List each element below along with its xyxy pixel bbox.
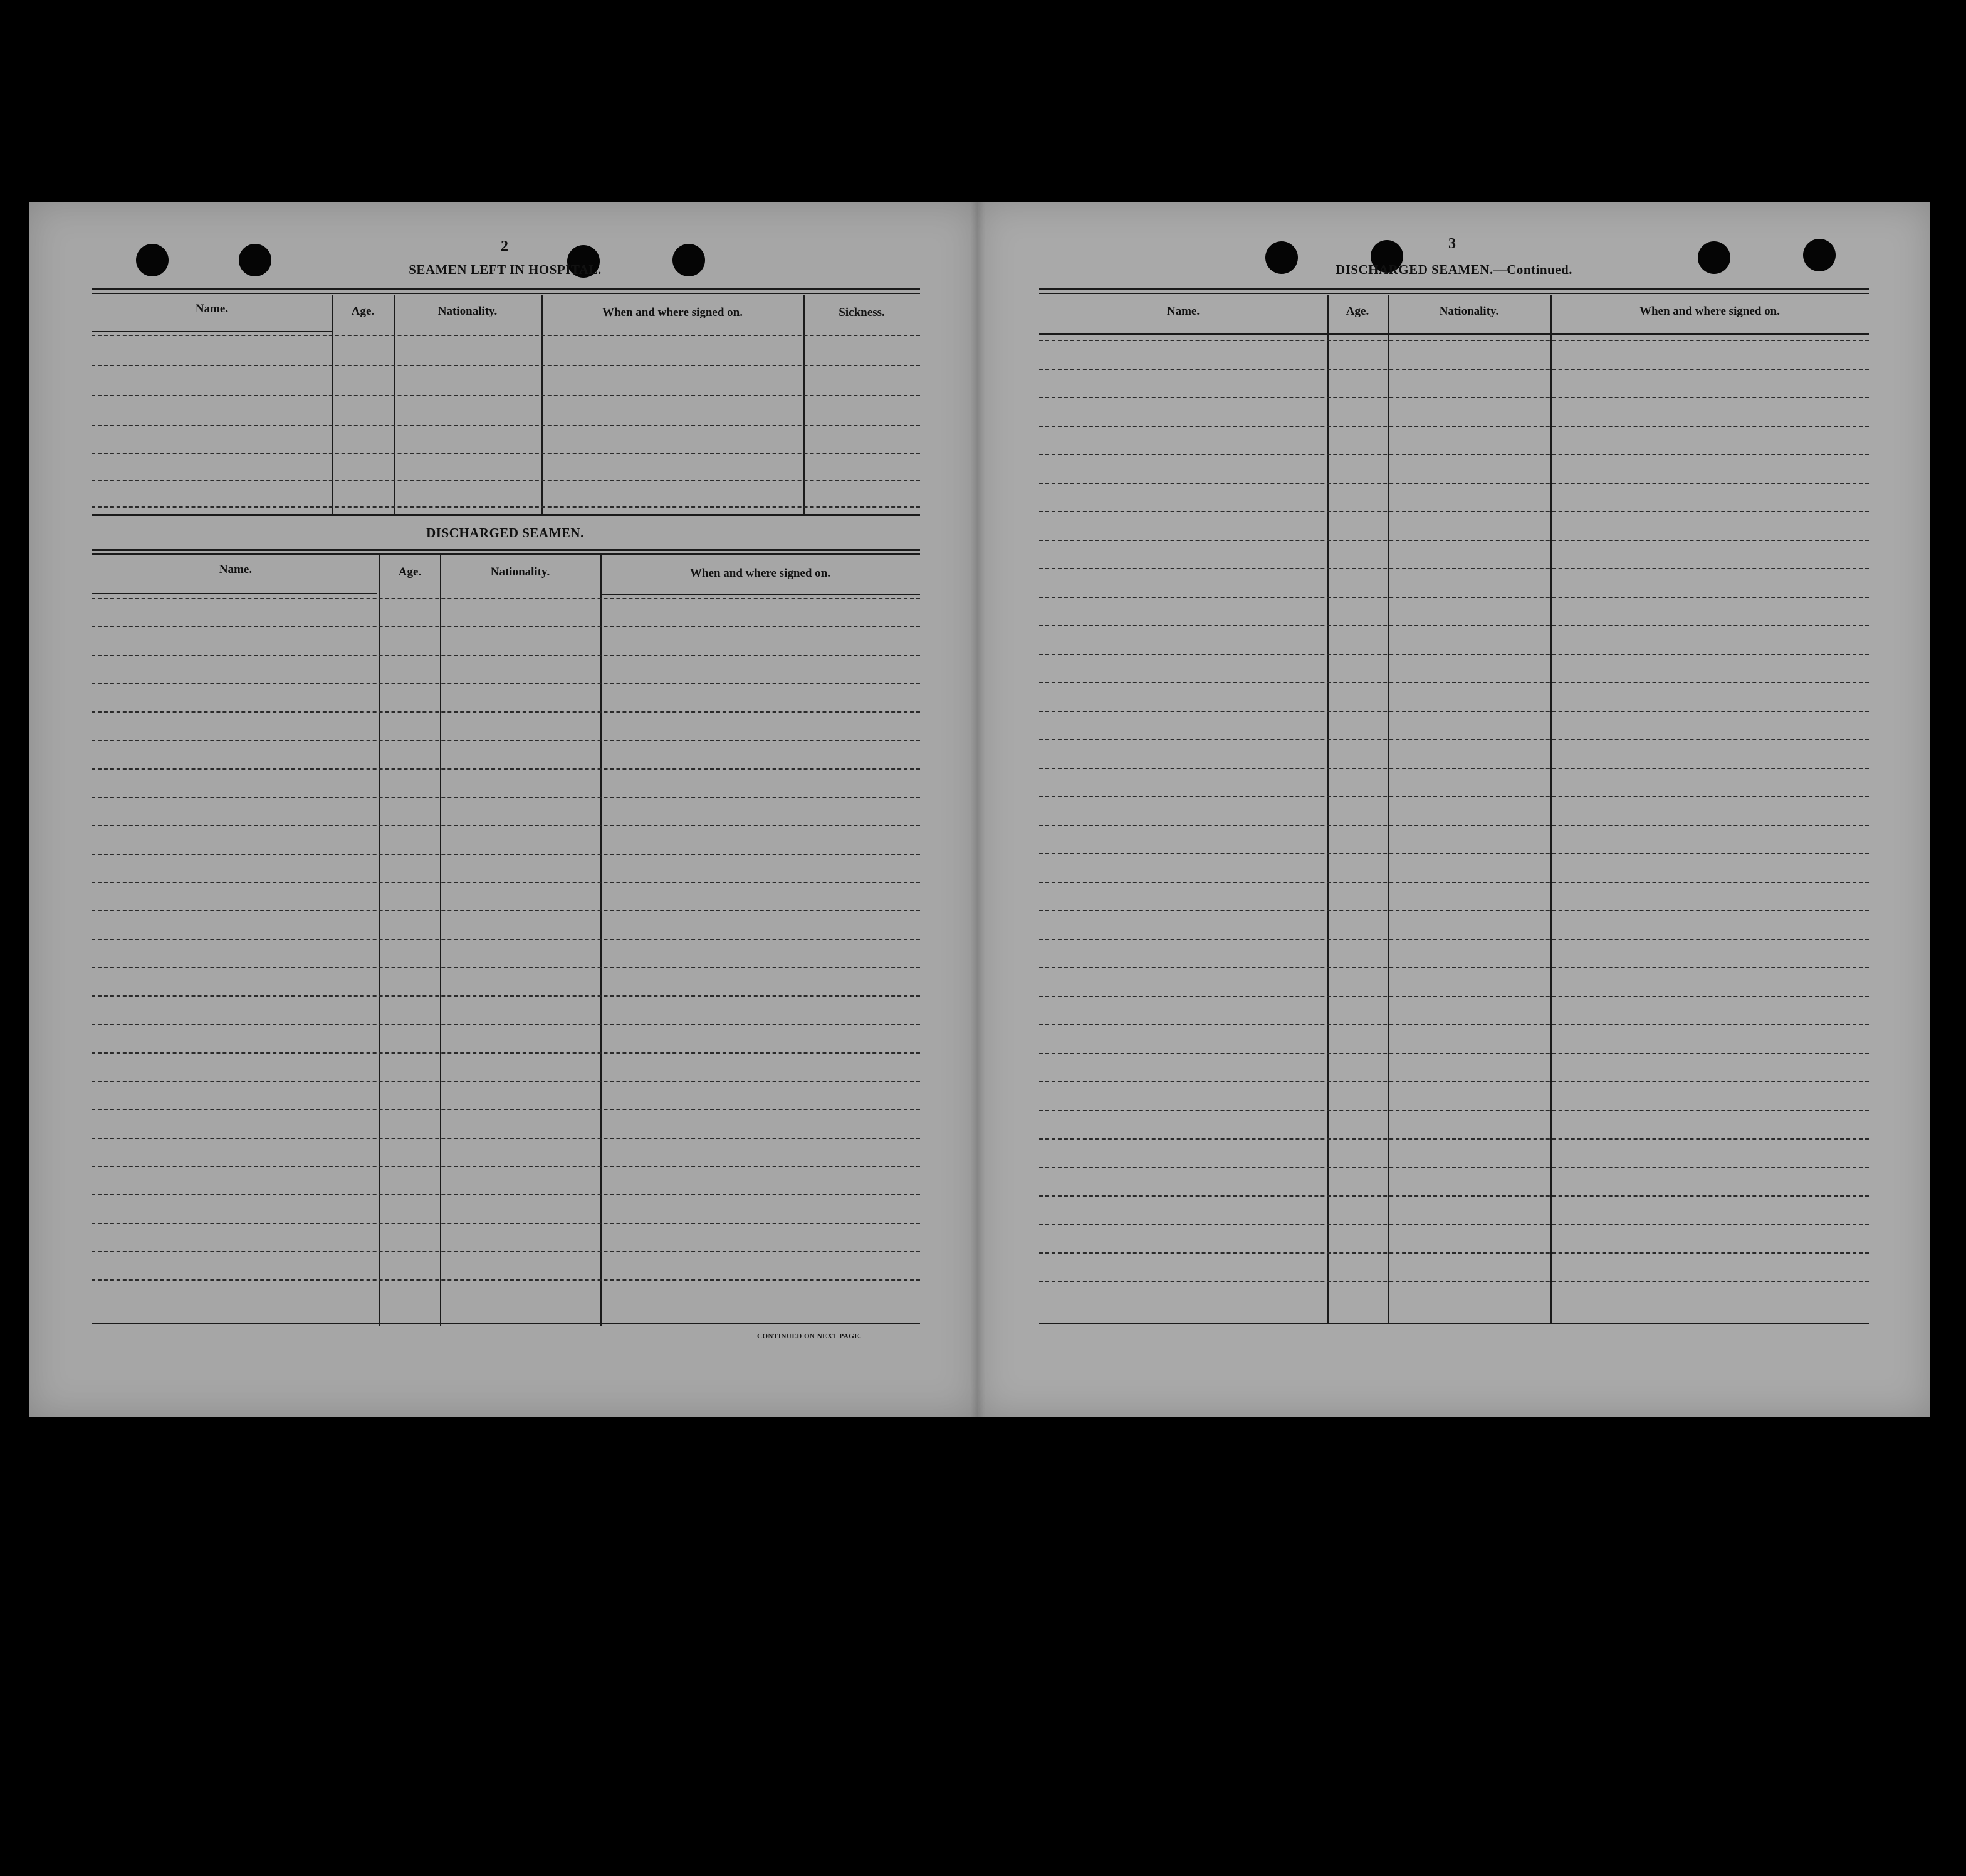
entry-line	[92, 626, 920, 627]
entry-line	[1039, 825, 1869, 826]
entry-line	[1039, 397, 1869, 398]
entry-line	[1039, 1053, 1869, 1054]
entry-line	[92, 797, 920, 798]
entry-line	[1039, 1195, 1869, 1197]
entry-line	[92, 854, 920, 855]
hospital-section-title: SEAMEN LEFT IN HOSPITAL.	[409, 262, 602, 277]
entry-line	[1039, 1138, 1869, 1140]
column-header-nationality: Nationality.	[437, 305, 498, 318]
entry-line	[1039, 1081, 1869, 1082]
column-header-name: Name.	[195, 302, 229, 315]
entry-line	[92, 1081, 920, 1082]
entry-line	[1039, 682, 1869, 683]
entry-line	[92, 1166, 920, 1167]
column-header-nationality: Nationality.	[1439, 305, 1499, 318]
entry-line	[1039, 739, 1869, 740]
discharged-table	[92, 549, 920, 1326]
entry-line	[92, 995, 920, 997]
entry-line	[1039, 654, 1869, 655]
entry-line	[1039, 597, 1869, 598]
entry-line	[1039, 1281, 1869, 1282]
entry-line	[92, 825, 920, 826]
entry-line	[92, 740, 920, 741]
entry-line	[92, 1138, 920, 1139]
entry-line	[1039, 996, 1869, 997]
punch-hole-icon	[1698, 241, 1730, 274]
divider-rule	[92, 514, 920, 516]
entry-line	[1039, 882, 1869, 883]
entry-line	[1039, 768, 1869, 769]
entry-line	[1039, 1224, 1869, 1225]
column-header-age: Age.	[398, 565, 422, 579]
page-number: 3	[1448, 236, 1456, 252]
discharged-section-title: DISCHARGED SEAMEN.	[426, 525, 584, 540]
entry-line	[1039, 1110, 1869, 1111]
column-header-age: Age.	[1346, 305, 1369, 318]
entry-line	[1039, 711, 1869, 712]
entry-line	[92, 939, 920, 940]
column-header-nationality: Nationality.	[490, 565, 550, 579]
entry-line	[1039, 625, 1869, 626]
entry-line	[92, 655, 920, 656]
entry-line	[92, 1251, 920, 1252]
entry-line	[92, 1223, 920, 1224]
discharged-continued-table	[1039, 288, 1869, 1329]
entry-line	[1039, 340, 1869, 341]
continued-note: CONTINUED ON NEXT PAGE.	[757, 1333, 862, 1340]
punch-hole-icon	[239, 244, 271, 276]
entry-line	[92, 683, 920, 684]
discharged-continued-title: DISCHARGED SEAMEN.—Continued.	[1336, 262, 1572, 277]
entry-line	[1039, 1167, 1869, 1168]
punch-hole-icon	[136, 244, 169, 276]
entry-line	[1039, 511, 1869, 512]
entry-line	[92, 910, 920, 911]
hospital-table	[92, 288, 920, 514]
page-number: 2	[501, 238, 508, 254]
entry-line	[1039, 540, 1869, 541]
column-header-signed-on: When and where signed on.	[1639, 305, 1780, 318]
punch-hole-icon	[672, 244, 705, 276]
entry-line	[1039, 483, 1869, 484]
entry-line	[92, 598, 920, 599]
page-gutter	[970, 202, 985, 1417]
punch-hole-icon	[1803, 239, 1836, 271]
entry-line	[1039, 369, 1869, 370]
entry-line	[92, 1024, 920, 1025]
entry-line	[1039, 939, 1869, 940]
entry-line	[1039, 967, 1869, 968]
entry-line	[92, 1052, 920, 1054]
entry-line	[92, 1279, 920, 1281]
entry-line	[1039, 568, 1869, 569]
column-header-name: Name.	[1166, 305, 1200, 318]
entry-line	[92, 882, 920, 883]
entry-line	[92, 711, 920, 713]
column-header-signed-on: When and where signed on.	[689, 567, 830, 580]
entry-line	[1039, 1024, 1869, 1025]
entry-line	[1039, 910, 1869, 911]
entry-line	[92, 1109, 920, 1110]
entry-line	[1039, 796, 1869, 797]
entry-line	[92, 967, 920, 968]
entry-line	[1039, 454, 1869, 455]
column-header-name: Name.	[219, 563, 253, 576]
entry-line	[1039, 426, 1869, 427]
entry-line	[1039, 853, 1869, 854]
column-header-sickness: Sickness.	[839, 306, 885, 319]
entry-line	[92, 1194, 920, 1195]
column-header-signed-on: When and where signed on.	[602, 306, 743, 319]
column-header-age: Age.	[351, 305, 375, 318]
entry-line	[1039, 1252, 1869, 1254]
entry-line	[92, 768, 920, 770]
